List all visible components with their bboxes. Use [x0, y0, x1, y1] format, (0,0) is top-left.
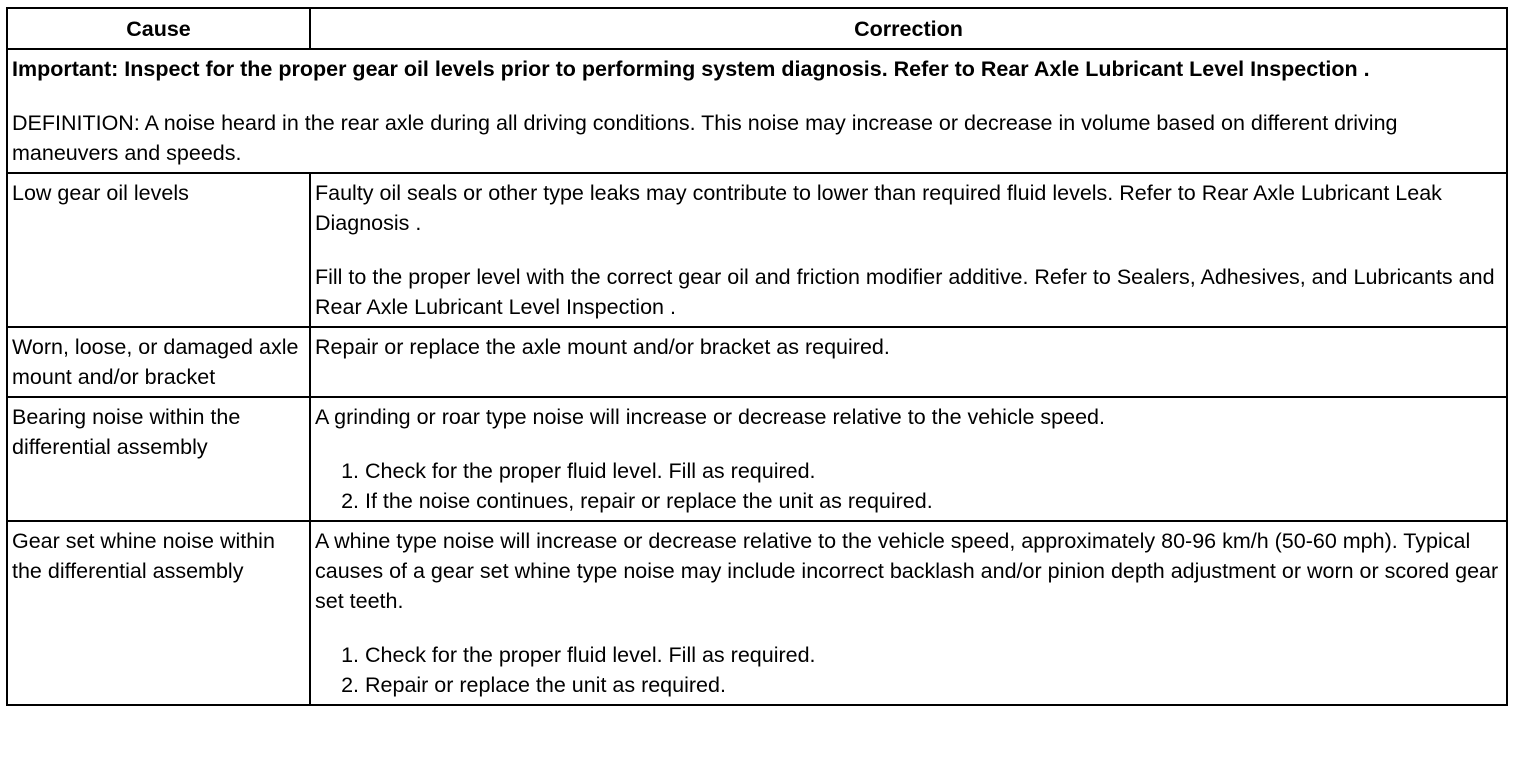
cause-cell: Worn, loose, or damaged axle mount and/or bracket: [7, 327, 310, 397]
step-item: 1. Check for the proper fluid level. Fill as required.: [365, 456, 1502, 486]
correction-text: Fill to the proper level with the correct gear oil and friction modifier additive. Refer to Sealers, Adhesives, and Lubricants and Rear Axle Lubricant Level Inspection .: [315, 265, 1495, 319]
cause-cell: Gear set whine noise within the differential assembly: [7, 521, 310, 705]
correction-header: Correction: [310, 8, 1507, 49]
step-item: 2. Repair or replace the unit as required.: [365, 670, 1502, 700]
table-row: [7, 327, 1507, 397]
cause-header: Cause: [7, 8, 310, 49]
steps-list: [315, 640, 1502, 700]
cause-cell: Bearing noise within the differential assembly: [7, 397, 310, 521]
steps-list: [315, 456, 1502, 516]
diagnosis-table: [6, 7, 1508, 706]
step-item: 2. If the noise continues, repair or replace the unit as required.: [365, 486, 1502, 516]
definition-note: DEFINITION: A noise heard in the rear axle during all driving conditions. This noise may increase or decrease in volume based on different driving maneuvers and speeds.: [12, 111, 1398, 165]
intro-row: [7, 49, 1507, 173]
important-note: Important: Inspect for the proper gear oil levels prior to performing system diagnosis. Refer to Rear Axle Lubricant Level Inspection .: [12, 57, 1370, 81]
correction-text: Faulty oil seals or other type leaks may contribute to lower than required fluid levels. Refer to Rear Axle Lubricant Leak Diagnosis .: [315, 181, 1442, 235]
correction-text: Repair or replace the axle mount and/or bracket as required.: [315, 335, 890, 359]
table-row: [7, 397, 1507, 521]
cause-cell: Low gear oil levels: [7, 173, 310, 327]
correction-cell: [310, 397, 1507, 521]
correction-cell: [310, 521, 1507, 705]
correction-text: A grinding or roar type noise will increase or decrease relative to the vehicle speed.: [315, 405, 1105, 429]
correction-cell: [310, 173, 1507, 327]
step-item: 1. Check for the proper fluid level. Fill as required.: [365, 640, 1502, 670]
intro-cell: [7, 49, 1507, 173]
correction-text: A whine type noise will increase or decrease relative to the vehicle speed, approximately 80-96 km/h (50-60 mph). Typical causes of a gear set whine type noise may include incorrect backlash and/or pinion depth adjustment or worn or scored gear set teeth.: [315, 529, 1499, 613]
table-row: [7, 173, 1507, 327]
header-row: [7, 8, 1507, 49]
table-row: [7, 521, 1507, 705]
correction-cell: [310, 327, 1507, 397]
